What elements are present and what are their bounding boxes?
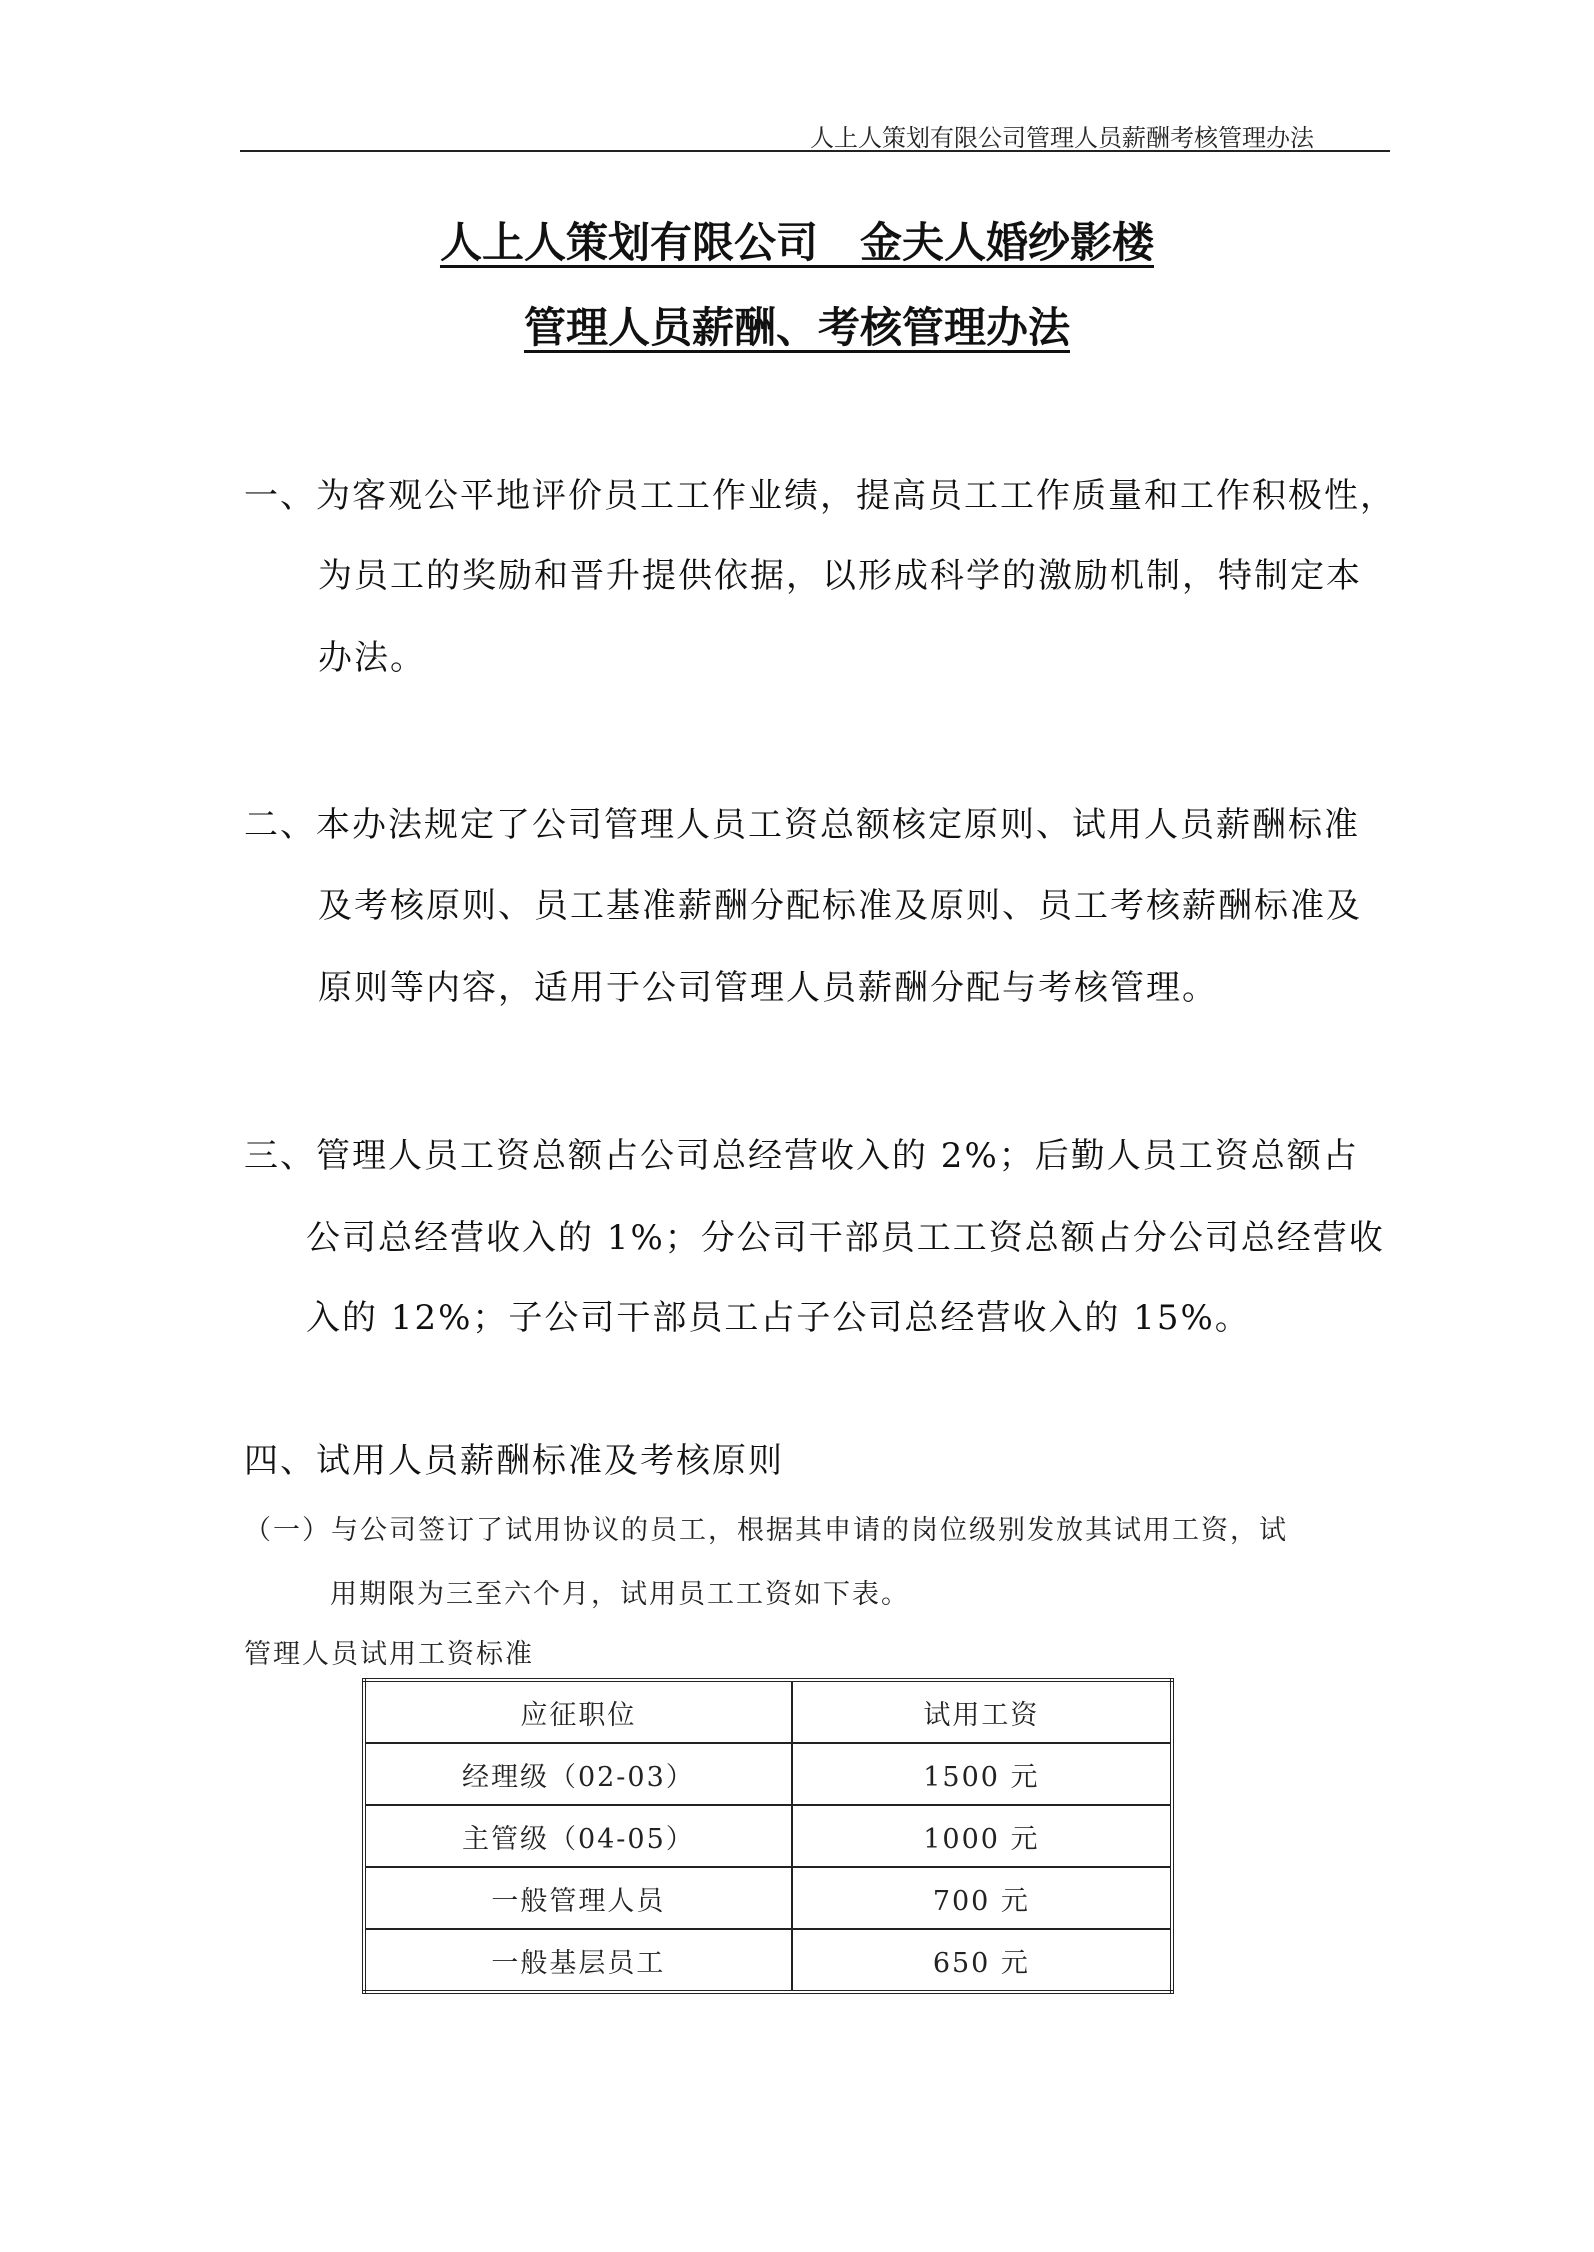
table-header-position: 应征职位: [364, 1680, 792, 1743]
section4-sub-line-1: （一）与公司签订了试用协议的员工，根据其申请的岗位级别发放其试用工资，试: [244, 1515, 1288, 1546]
document-title-line-1: [0, 210, 1594, 270]
table-caption: 管理人员试用工资标准: [244, 1639, 534, 1670]
table-cell-position: 一般管理人员: [364, 1867, 792, 1929]
table-cell-position: 主管级（04-05）: [364, 1805, 792, 1867]
table-cell-salary: 700 元: [792, 1867, 1172, 1929]
section2-line-1: 二、本办法规定了公司管理人员工资总额核定原则、试用人员薪酬标准: [244, 805, 1360, 845]
table-row: [364, 1867, 1172, 1929]
table-row: [364, 1743, 1172, 1805]
table-cell-salary: 1500 元: [792, 1743, 1172, 1805]
table-row: [364, 1929, 1172, 1992]
section2-line-3: 原则等内容，适用于公司管理人员薪酬分配与考核管理。: [318, 968, 1218, 1008]
section1-line-3: 办法。: [318, 638, 426, 678]
table-cell-salary: 650 元: [792, 1929, 1172, 1992]
document-title-line-2: [0, 295, 1594, 355]
section4-heading: 四、试用人员薪酬标准及考核原则: [244, 1441, 784, 1481]
section1-line-1: 一、为客观公平地评价员工工作业绩，提高员工工作质量和工作积极性，: [244, 476, 1396, 516]
running-header: 人上人策划有限公司管理人员薪酬考核管理办法: [810, 124, 1314, 152]
table-header-salary: 试用工资: [792, 1680, 1172, 1743]
header-divider: [240, 150, 1390, 152]
table-cell-salary: 1000 元: [792, 1805, 1172, 1867]
section2-line-2: 及考核原则、员工基准薪酬分配标准及原则、员工考核薪酬标准及: [318, 886, 1362, 926]
table-cell-position: 经理级（02-03）: [364, 1743, 792, 1805]
table-row: [364, 1805, 1172, 1867]
probation-salary-table: [362, 1678, 1174, 1994]
section3-line-3: 入的 12%；子公司干部员工占子公司总经营收入的 15%。: [306, 1298, 1251, 1338]
section3-line-1: 三、管理人员工资总额占公司总经营收入的 2%；后勤人员工资总额占: [244, 1136, 1359, 1176]
table-cell-position: 一般基层员工: [364, 1929, 792, 1992]
document-title-text-1: 人上人策划有限公司 金夫人婚纱影楼: [439, 218, 1154, 267]
section3-line-2: 公司总经营收入的 1%；分公司干部员工工资总额占分公司总经营收: [306, 1218, 1385, 1258]
section4-sub-line-2: 用期限为三至六个月，试用员工工资如下表。: [330, 1579, 910, 1610]
document-title-text-2: 管理人员薪酬、考核管理办法: [523, 303, 1070, 352]
table-header-row: [364, 1680, 1172, 1743]
section1-line-2: 为员工的奖励和晋升提供依据，以形成科学的激励机制，特制定本: [318, 556, 1362, 596]
